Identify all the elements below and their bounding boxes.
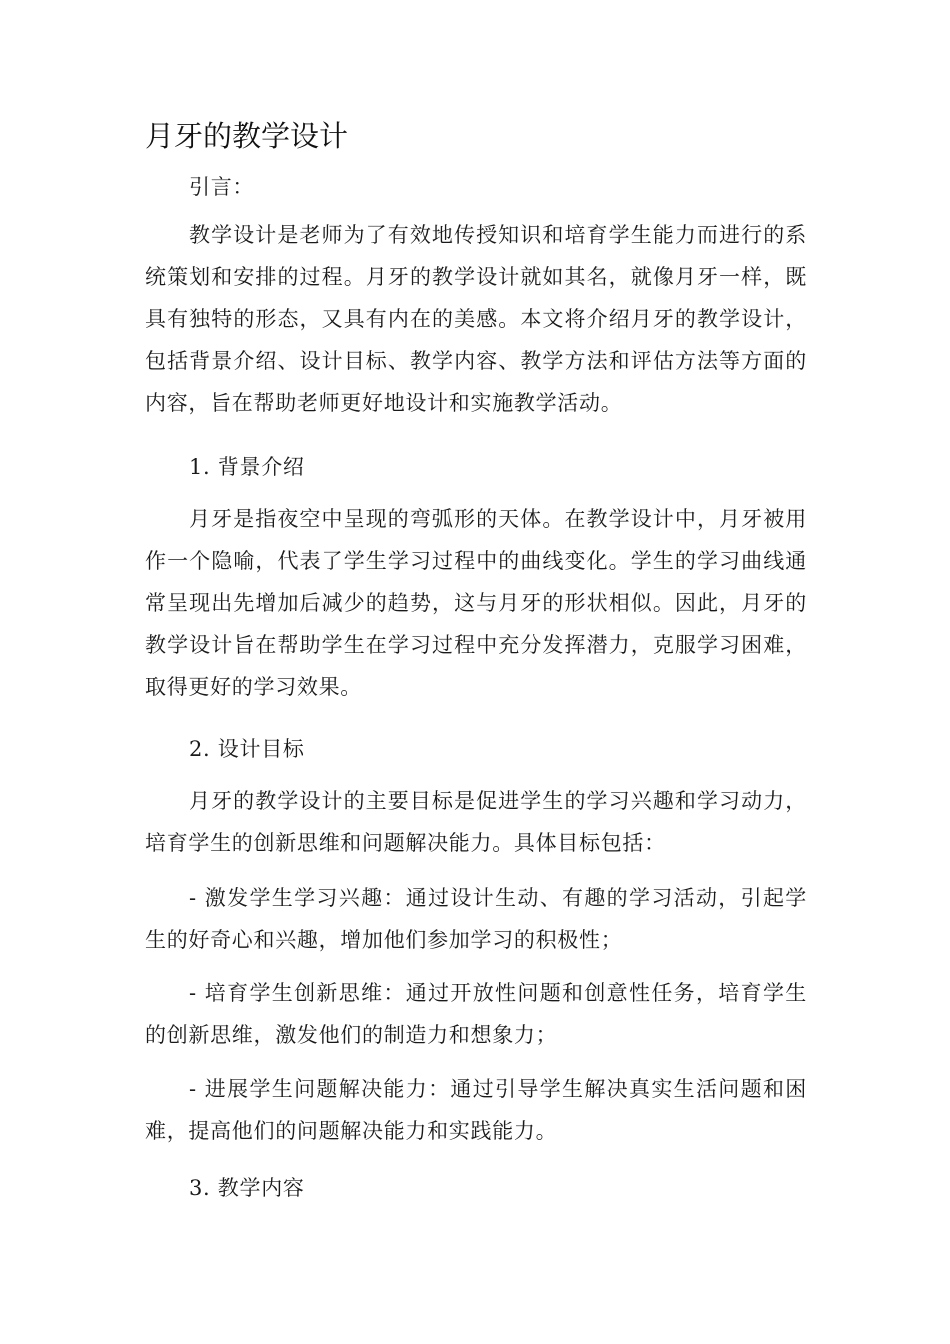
- document-title: 月牙的教学设计: [145, 119, 349, 153]
- paragraph-intro: 教学设计是老师为了有效地传授知识和培育学生能力而进行的系统策划和安排的过程。月牙的教学设计就如其名，就像月牙一样，既具有独特的形态，又具有内在的美感。本文将介绍月牙的教学设计，包括背景介绍、设计目标、教学内容、教学方法和评估方法等方面的内容，旨在帮助老师更好地设计和实施教学活动。: [145, 223, 807, 415]
- section-heading-content: 3. 教学内容: [189, 1176, 305, 1200]
- goal-item-problem-solving: - 进展学生问题解决能力：通过引导学生解决真实生活问题和困难，提高他们的问题解决能力和实践能力。: [145, 1077, 807, 1143]
- goal-item-interest: - 激发学生学习兴趣：通过设计生动、有趣的学习活动，引起学生的好奇心和兴趣，增加他们参加学习的积极性；: [145, 886, 807, 952]
- goal-item-innovation: - 培育学生创新思维：通过开放性问题和创意性任务，培育学生的创新思维，激发他们的制造力和想象力；: [145, 981, 807, 1047]
- section-heading-background: 1. 背景介绍: [189, 455, 305, 479]
- paragraph-goals: 月牙的教学设计的主要目标是促进学生的学习兴趣和学习动力，培育学生的创新思维和问题解决能力。具体目标包括：: [145, 789, 807, 855]
- paragraph-intro-label: 引言：: [189, 175, 255, 199]
- section-heading-goals: 2. 设计目标: [189, 737, 305, 761]
- paragraph-background: 月牙是指夜空中呈现的弯弧形的天体。在教学设计中，月牙被用作一个隐喻，代表了学生学习过程中的曲线变化。学生的学习曲线通常呈现出先增加后减少的趋势，这与月牙的形状相似。因此，月牙的教学设计旨在帮助学生在学习过程中充分发挥潜力，克服学习困难，取得更好的学习效果。: [145, 507, 807, 699]
